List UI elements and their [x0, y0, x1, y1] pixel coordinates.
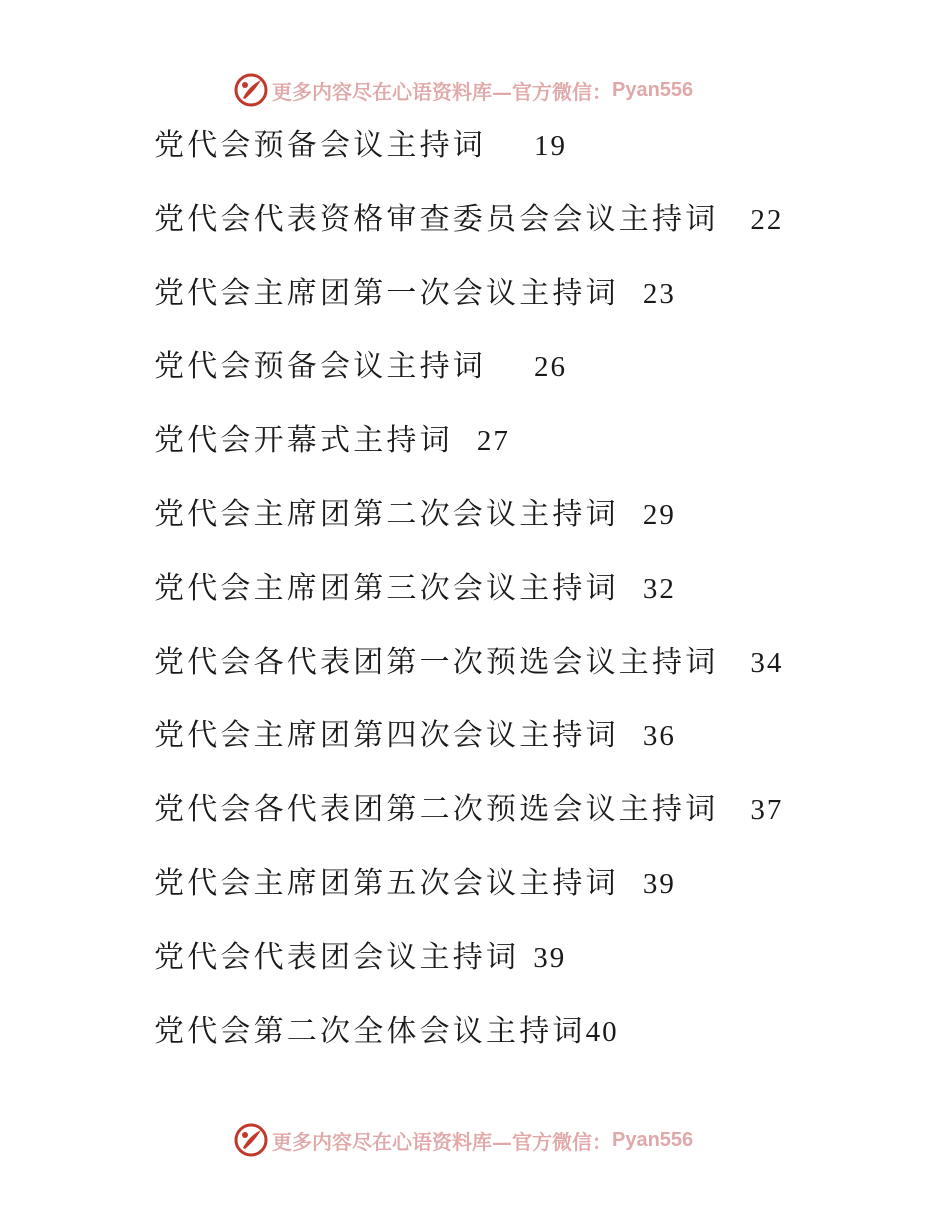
- toc-entry[interactable]: [154, 413, 854, 487]
- toc-entry[interactable]: [154, 118, 854, 192]
- toc-entry[interactable]: [154, 192, 854, 266]
- toc-entry[interactable]: [154, 339, 854, 413]
- toc-entry-title: 党代会各代表团第二次预选会议主持词: [154, 792, 719, 828]
- toc-entry-title: 党代会主席团第三次会议主持词: [154, 570, 619, 606]
- toc-entry-page: 26: [534, 351, 567, 384]
- toc-entry-title: 党代会主席团第二次会议主持词: [154, 496, 619, 532]
- toc-entry-page: 23: [642, 277, 676, 310]
- toc-entry-page: 34: [750, 646, 784, 679]
- footer-watermark-banner: [234, 1122, 693, 1158]
- toc-entry-page: 22: [750, 203, 784, 236]
- toc-entry-title: 党代会第二次全体会议主持词: [154, 1013, 586, 1049]
- toc-entry-title: 党代会主席团第四次会议主持词: [154, 718, 619, 754]
- toc-entry-title: 党代会预备会议主持词: [154, 128, 486, 163]
- toc-entry-page: 29: [642, 498, 676, 531]
- toc-entry-title: 党代会各代表团第一次预选会议主持词: [154, 644, 719, 680]
- toc-entry-page: 19: [534, 130, 567, 162]
- toc-entry-page: 40: [585, 1015, 619, 1048]
- toc-entry[interactable]: [154, 487, 854, 561]
- toc-entry-page: 36: [642, 720, 676, 753]
- toc-entry-title: 党代会主席团第五次会议主持词: [154, 865, 619, 901]
- toc-entry-page: 37: [750, 794, 784, 827]
- toc-entry-title: 党代会主席团第一次会议主持词: [154, 275, 619, 311]
- header-watermark-text: 更多内容尽在心语资料库—官方微信：: [272, 79, 612, 104]
- quill-logo-icon: [234, 1123, 268, 1157]
- toc-entry-title: 党代会代表团会议主持词: [154, 939, 520, 975]
- toc-entry-page: 39: [533, 941, 567, 974]
- toc-entry[interactable]: [154, 1004, 854, 1078]
- toc-entry[interactable]: [154, 856, 854, 930]
- header-watermark-wechat-id: Pyan556: [612, 78, 694, 101]
- toc-entry-title: 党代会开幕式主持词: [154, 423, 453, 459]
- toc-entry[interactable]: [154, 708, 854, 782]
- footer-watermark-wechat-id: Pyan556: [612, 1128, 694, 1151]
- toc-entry-title: 党代会预备会议主持词: [154, 349, 486, 385]
- footer-watermark-text: 更多内容尽在心语资料库—官方微信：: [272, 1129, 612, 1154]
- toc-entry[interactable]: [154, 930, 854, 1004]
- toc-entry[interactable]: [154, 561, 854, 635]
- header-watermark-banner: [234, 72, 693, 108]
- toc-entry-page: 32: [642, 572, 676, 605]
- toc-entry[interactable]: [154, 782, 854, 856]
- toc-entry-title: 党代会代表资格审查委员会会议主持词: [154, 201, 719, 237]
- toc-entry[interactable]: [154, 266, 854, 340]
- quill-logo-icon: [234, 73, 268, 107]
- toc-entry-page: 27: [476, 425, 510, 458]
- table-of-contents: [154, 118, 854, 1077]
- toc-entry[interactable]: [154, 635, 854, 709]
- toc-entry-page: 39: [642, 867, 676, 900]
